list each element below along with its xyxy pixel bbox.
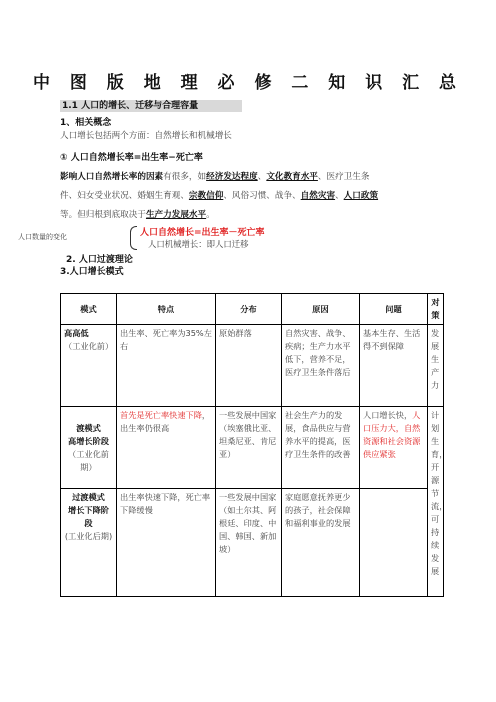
cell-distribution: 原始群落 <box>216 325 282 407</box>
cell-problem: 基本生存、生活得不到保障 <box>360 325 428 407</box>
cell-reason: 家庭愿意抚养更少的孩子，社会保障和福利事业的发展 <box>282 489 360 597</box>
table-header-row <box>61 294 444 325</box>
cell-reason: 自然灾害、战争、疾病；生产力水平低下，营养不足，医疗卫生条件落后 <box>282 325 360 407</box>
cell-distribution: 一些发展中国家（如土尔其、阿根廷、印度、中国、韩国、新加坡） <box>216 489 282 597</box>
factors-lead: 影响人口自然增长率的因素 <box>60 172 164 182</box>
subsection-transition-theory: 2. 人口过渡理论 <box>66 255 133 265</box>
table-row <box>61 489 444 597</box>
subsection-growth-models: 3.人口增长模式 <box>60 267 124 277</box>
brace-label: 人口数量的变化 <box>18 233 67 241</box>
cell-policy: 发展生产力 <box>428 325 444 407</box>
header-distribution: 分布 <box>216 294 282 325</box>
cell-feature: 出生率快速下降，死亡率下降缓慢 <box>117 489 216 597</box>
brace-icon <box>130 226 137 250</box>
section-heading: 1.1 人口的增长、迁移与合理容量 <box>60 100 242 112</box>
header-feature: 特点 <box>117 294 216 325</box>
natural-growth-formula: ① 人口自然增长率=出生率−死亡率 <box>60 153 203 163</box>
cell-problem: 人口增长快，人口压力大，自然资源和社会资源供应紧张 <box>360 407 428 489</box>
cell-reason: 社会生产力的发展，食品供应与营养水平的提高，医疗卫生条件的改善 <box>282 407 360 489</box>
subsection-concepts: 1、相关概念 <box>60 118 112 128</box>
cell-policy: 计划生育，开源节流，可持续发展 <box>428 407 444 597</box>
keyword-economy: 经济发达程度 <box>206 172 258 182</box>
cell-model: 过渡模式 增长下降阶段 (工业化后期) <box>61 489 117 597</box>
header-problem: 问题 <box>360 294 428 325</box>
header-model: 模式 <box>61 294 117 325</box>
cell-feature: 首先是死亡率快速下降，出生率仍很高 <box>117 407 216 489</box>
cell-problem <box>360 489 428 597</box>
keyword-religion: 宗教信仰 <box>188 191 224 201</box>
brace-natural-growth: 人口自然增长=出生率－死亡率 <box>140 228 265 238</box>
table-row <box>61 407 444 489</box>
factors-line-1: 影响人口自然增长率的因素有很多，如经济发达程度、文化教育水平、医疗卫生条 <box>60 172 370 182</box>
cell-distribution: 一些发展中国家（埃塞俄比亚、坦桑尼亚、肯尼亚） <box>216 407 282 489</box>
keyword-education: 文化教育水平 <box>266 172 318 182</box>
brace-mechanical-growth: 人口机械增长：即人口迁移 <box>148 239 249 249</box>
growth-model-table <box>60 293 448 597</box>
growth-definition: 人口增长包括两个方面：自然增长和机械增长 <box>60 131 232 141</box>
cell-feature: 出生率、死亡率为35%左右 <box>117 325 216 407</box>
keyword-disaster: 自然灾害 <box>300 191 336 201</box>
header-policy: 对策 <box>428 294 444 325</box>
keyword-productivity: 生产力发展水平 <box>145 210 207 220</box>
header-reason: 原因 <box>282 294 360 325</box>
factors-line-2: 件、妇女受业状况、婚姻生育观、宗教信仰、风俗习惯、战争、自然灾害、人口政策 <box>60 191 379 201</box>
table-row <box>61 325 444 407</box>
page-title: 中 图 版 地 理 必 修 二 知 识 汇 总 <box>32 73 464 93</box>
keyword-policy: 人口政策 <box>343 191 379 201</box>
cell-model: 高高低 （工业化前） <box>61 325 117 407</box>
cell-model: 渡模式 高增长阶段 （工业化前期） <box>61 407 117 489</box>
factors-line-3: 等。但归根到底取决于生产力发展水平。 <box>60 210 215 220</box>
